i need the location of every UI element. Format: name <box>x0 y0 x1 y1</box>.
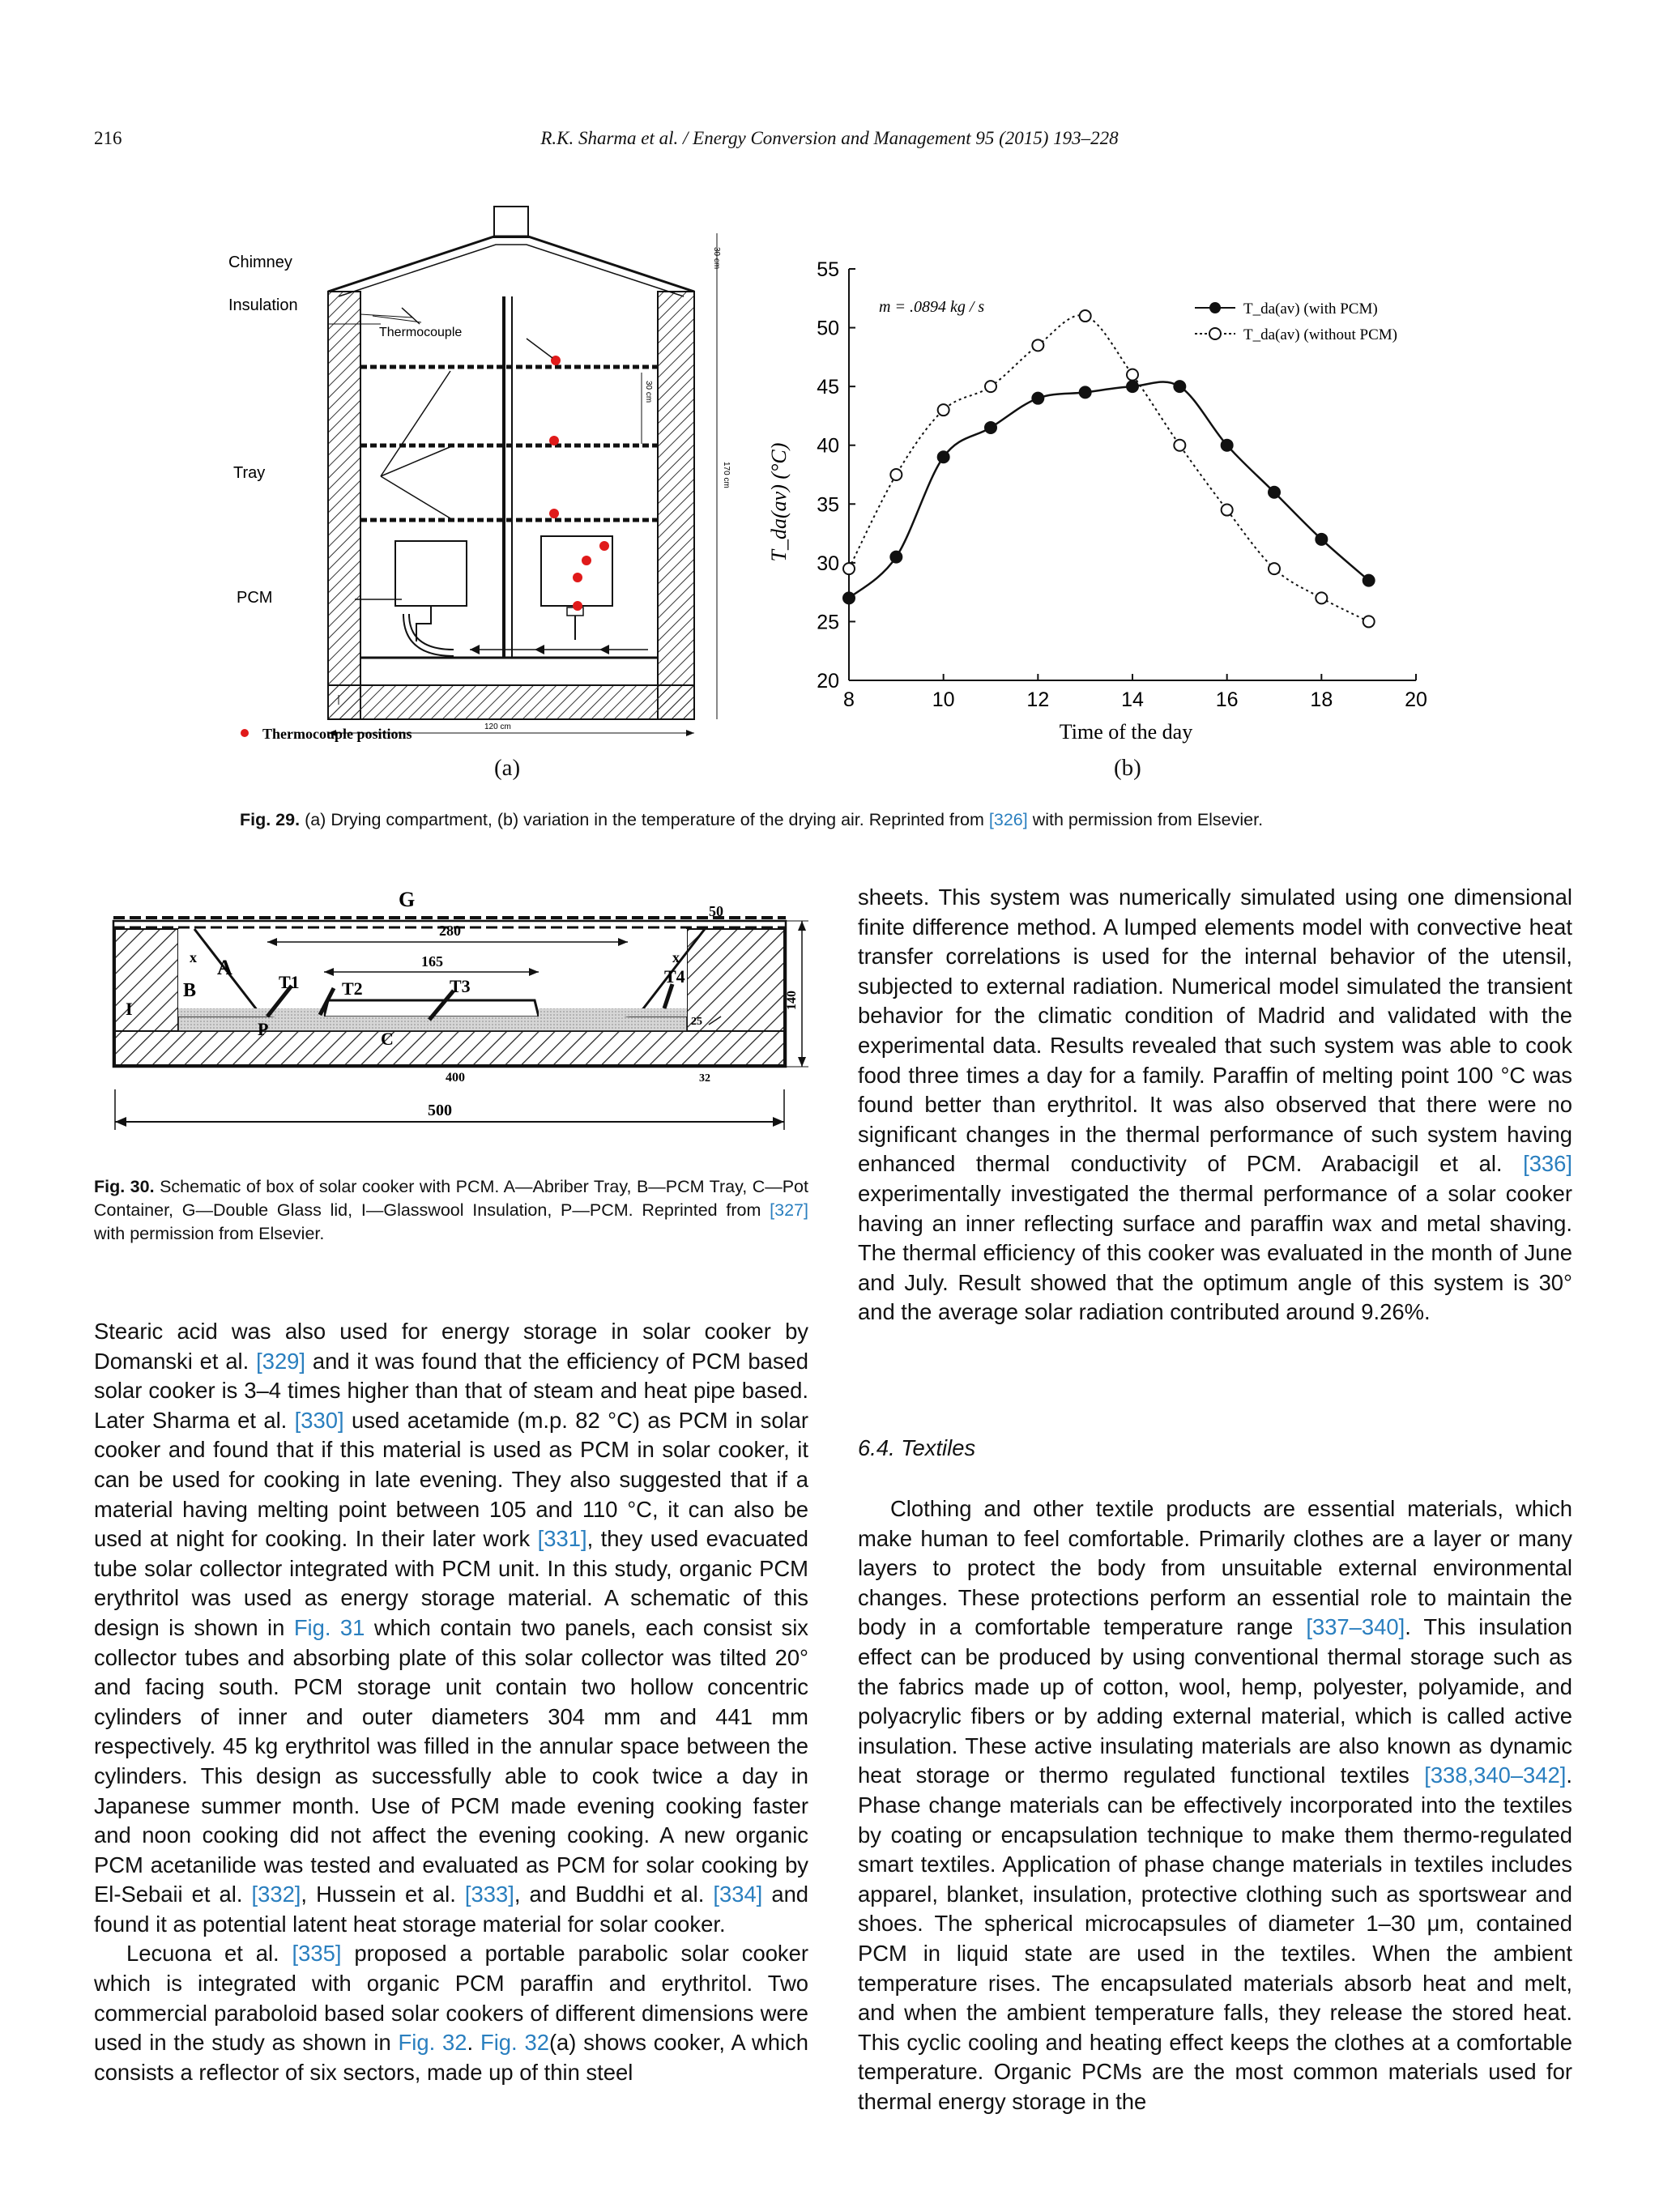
label-pcm: PCM <box>237 589 273 607</box>
data-point-without-pcm <box>1080 310 1091 322</box>
fig29-caption-end: with permission from Elsevier. <box>1027 810 1264 829</box>
ref-link[interactable]: [338,340–342] <box>1424 1762 1567 1788</box>
thermocouple-dot <box>551 356 561 365</box>
right-column <box>858 883 1572 1328</box>
ref-link[interactable]: [327] <box>770 1200 808 1220</box>
label-t3: T3 <box>450 976 471 996</box>
journal-header: R.K. Sharma et al. / Energy Conversion and Management 95 (2015) 193–228 <box>540 128 1119 148</box>
text-run: Stearic acid was also used for energy storage in solar cooker by Domanski et al. <box>94 1319 808 1374</box>
x-tick-label: 18 <box>1310 688 1333 711</box>
x-tick-label: 8 <box>843 688 855 711</box>
text-run: which contain two panels, each consist six collector tubes and absorbing plate of this solar collector was tilted 20° and facing south. PCM storage unit contain two hollow concentric cylinders of inner and outer diameters 304 mm and 441 mm respectively. 45 kg erythritol was filled in the annular space between the cylinders. This design as successfully able to cook twice a day in Japanese summer month. Use of PCM made evening cooking faster and noon cooking did not affect the evening cooking. A new organic PCM acetanilide was tested and evaluated as PCM for solar cooking by El-Sebaii et al. <box>94 1614 808 1907</box>
data-point-without-pcm <box>985 381 996 392</box>
paragraph <box>858 883 1572 1328</box>
thermocouple-dot <box>599 541 609 551</box>
data-point-without-pcm <box>1363 616 1375 627</box>
panel-a-label: (a) <box>494 755 521 781</box>
dim-165: 165 <box>421 953 443 970</box>
left-wall <box>328 292 360 719</box>
ref-link[interactable]: [326] <box>988 810 1028 829</box>
fig29-schematic <box>219 186 770 753</box>
fig29-label: Fig. 29. <box>240 810 301 829</box>
legend-marker-without-pcm <box>1209 328 1221 339</box>
legend-with-pcm: T_da(av) (with PCM) <box>1243 300 1378 318</box>
text-run: . Phase change materials can be effectively incorporated into the textiles by coating or encapsulation technique to make them thermo-regulated smart textiles. Application of phase change materials in textiles includes apparel, blanket, insulation, protective clothing such as sportswear and shoes. The spherical microcapsules of diameter 1–30 μm, contained PCM in liquid state are used in the textiles. When the ambient temperature rises. The encapsulated materials absorb heat and melt, and when the ambient temperature falls, they release the stored heat. This cyclic cooling and heating effect keeps the clothes at a comfortable temperature. Organic PCMs are the most common materials used for thermal energy storage in the <box>858 1762 1572 2114</box>
fig29-caption-text: (a) Drying compartment, (b) variation in the temperature of the drying air. Reprinted from <box>305 810 989 829</box>
data-point-with-pcm <box>985 422 996 433</box>
label-t2: T2 <box>342 978 363 999</box>
series-line-without-pcm <box>849 315 1369 621</box>
text-run: , and Buddhi et al. <box>514 1882 714 1907</box>
dim-shelf: 30 cm <box>644 381 653 403</box>
data-point-with-pcm <box>1127 381 1138 392</box>
text-run: Lecuona et al. <box>126 1941 292 1967</box>
ref-link[interactable]: [336] <box>1523 1151 1572 1177</box>
dim-280: 280 <box>439 923 461 939</box>
label-chimney: Chimney <box>228 254 292 271</box>
pcm-box-left <box>395 541 467 606</box>
text-run: , Hussein et al. <box>301 1882 465 1907</box>
ref-link[interactable]: [334] <box>713 1882 763 1907</box>
dim-width: 120 cm <box>484 722 511 731</box>
text-run: experimentally investigated the thermal performance of a solar cooker having an inner reflecting surface and paraffin wax and metal shaving. The thermal efficiency of this cooker was evaluated in the month of June and July. Result showed that the optimum angle of this system is 30° and the average solar radiation contributed around 9.26%. <box>858 1180 1572 1325</box>
ref-link[interactable]: [330] <box>294 1407 344 1433</box>
text-run: used acetamide (m.p. 82 °C) as PCM in solar cooker and found that if this material is used as PCM in solar cooker, it can be used for cooking in late evening. They also suggested that if a material having melting point between 105 and 110 °C, it can also be used at night for cooking. In their later work <box>94 1407 808 1552</box>
fig30-caption <box>94 1175 808 1246</box>
data-point-without-pcm <box>890 469 902 480</box>
legend-without-pcm: T_da(av) (without PCM) <box>1243 326 1397 343</box>
label-g: G <box>399 888 416 911</box>
left-column <box>94 1317 808 2087</box>
legend-marker-with-pcm <box>1209 302 1221 313</box>
data-point-with-pcm <box>1316 534 1327 545</box>
y-tick-label: 30 <box>817 552 839 575</box>
data-point-with-pcm <box>1080 386 1091 398</box>
paragraph <box>94 1939 808 2087</box>
data-point-with-pcm <box>1363 575 1375 586</box>
page-number: 216 <box>94 128 122 148</box>
text-run: . This insulation effect can be produced by using conventional thermal storage such as the fabrics made up of cotton, wool, hemp, polyester, polyamide, and polyacrylic fibers or by adding external material, which is called active insulation. These active insulating materials are also known as dynamic heat storage or thermo regulated functional textiles <box>858 1614 1572 1788</box>
right-column-lower <box>858 1494 1572 2116</box>
x-tick-label: 12 <box>1026 688 1050 711</box>
paragraph <box>94 1317 808 1939</box>
data-point-without-pcm <box>1316 592 1327 603</box>
text-run: , they used evacuated tube solar collector integrated with PCM unit. In this study, organic PCM erythritol was used as energy storage material. A schematic of this design is shown in <box>94 1526 808 1640</box>
y-tick-label: 40 <box>817 434 839 458</box>
label-tray: Tray <box>233 464 266 482</box>
panel-b-label: (b) <box>1114 755 1141 781</box>
label-b: B <box>183 980 197 1001</box>
floor <box>328 685 694 719</box>
data-point-with-pcm <box>1174 381 1185 392</box>
fig-link[interactable]: Fig. 31 <box>293 1614 365 1640</box>
text-run: proposed a portable parabolic solar cooker which is integrated with organic PCM paraffin and erythritol. Two commercial paraboloid based solar cookers of different dimensions were used in the study as shown in <box>94 1941 808 2056</box>
label-x2: x <box>672 949 680 965</box>
data-point-with-pcm <box>1032 393 1043 404</box>
ref-link[interactable]: [332] <box>251 1882 301 1907</box>
dim-height: 170 cm <box>722 462 731 488</box>
dim-32: 32 <box>699 1072 710 1085</box>
data-point-with-pcm <box>938 451 949 462</box>
dim-25: 25 <box>691 1016 702 1028</box>
dim-140: 140 <box>785 991 799 1010</box>
text-run: sheets. This system was numerically simulated using one dimensional finite difference method. A lumped elements model with convective heat transfer correlations is used for the internal behavior of the utensil, subjected to external radiation. Numerical model simulated the transient behavior for the climatic condition of Madrid and validated with the experimental data. Results revealed that such system was able to cook food three times a day for a family. Paraffin of melting point 100 °C was found better than erythritol. It was also observed that there were no significant changes in the thermal performance of such system having enhanced thermal conductivity of PCM. Arabacigil et al. <box>858 884 1572 1177</box>
text-run: and it was found that the efficiency of PCM based solar cooker is 3–4 times higher than that of steam and heat pipe based. Later Sharma et al. <box>94 1348 808 1433</box>
fig-link[interactable]: Fig. 32 <box>398 2030 467 2056</box>
label-t1: T1 <box>279 972 300 992</box>
data-point-without-pcm <box>1127 369 1138 381</box>
x-tick-label: 20 <box>1405 688 1427 711</box>
legend-thermocouple-positions: Thermocouple positions <box>262 726 412 742</box>
label-i: I <box>126 999 133 1019</box>
fig30-schematic <box>105 887 810 1162</box>
y-tick-label: 55 <box>817 258 839 281</box>
data-point-without-pcm <box>1269 563 1280 574</box>
y-tick-label: 20 <box>817 670 839 693</box>
ref-link[interactable]: [333] <box>464 1882 514 1907</box>
thermocouple-dot <box>549 436 559 445</box>
data-point-with-pcm <box>1269 487 1280 498</box>
label-insulation: Insulation <box>228 296 298 314</box>
x-tick-label: 10 <box>932 688 955 711</box>
y-tick-label: 50 <box>817 317 839 340</box>
fig30-caption-text: Schematic of box of solar cooker with PCM. A—Abriber Tray, B—PCM Tray, C—Pot Container, G—Double Glass lid, I—Glasswool Insulation, P—PCM. Reprinted from <box>94 1177 808 1220</box>
text-run: and found it as potential latent heat storage material for solar cooker. <box>94 1882 809 1937</box>
thermocouple-dot <box>549 509 559 518</box>
data-point-without-pcm <box>938 404 949 416</box>
ref-link[interactable]: [337–340] <box>1306 1614 1405 1640</box>
y-tick-label: 45 <box>817 376 839 399</box>
text-run: Clothing and other textile products are essential materials, which make human to feel comfortable. Primarily clothes are a layer or many layers to protect the body from unsuitable external environmental changes. These protections perform an essential role to maintain the body in a comfortable temperature range <box>858 1496 1572 1640</box>
text-run: (a) shows cooker, A which consists a reflector of six sectors, made up of thin steel <box>94 2030 808 2085</box>
section-title: 6.4. Textiles <box>858 1435 976 1460</box>
data-point-without-pcm <box>1032 339 1043 351</box>
text-run: . <box>467 2030 480 2056</box>
label-t4: T4 <box>664 966 685 987</box>
chart-xlabel: Time of the day <box>1059 720 1193 744</box>
ref-link[interactable]: [329] <box>256 1348 306 1374</box>
label-thermocouple: Thermocouple <box>379 326 463 339</box>
chart-annotation: m = .0894 kg / s <box>879 298 985 316</box>
dim-500: 500 <box>428 1102 452 1119</box>
dim-400: 400 <box>446 1071 465 1085</box>
data-point-without-pcm <box>1222 505 1233 516</box>
paragraph <box>858 1494 1572 2116</box>
ref-link[interactable]: [335] <box>292 1941 342 1967</box>
data-point-without-pcm <box>843 563 855 574</box>
x-tick-label: 16 <box>1215 688 1239 711</box>
x-tick-label: 14 <box>1121 688 1144 711</box>
dim-top: 30 cm <box>712 247 721 270</box>
ref-link[interactable]: [331] <box>537 1526 587 1552</box>
y-tick-label: 25 <box>817 611 839 634</box>
chart-ylabel: T_da(av) (°C) <box>767 442 791 562</box>
thermocouple-dot <box>582 556 591 565</box>
right-wall <box>658 292 694 719</box>
y-tick-label: 35 <box>817 493 839 517</box>
label-c: C <box>381 1029 394 1049</box>
thermocouple-dot <box>573 601 582 611</box>
fig29-chart <box>761 251 1450 753</box>
thermocouple-dot <box>573 573 582 582</box>
data-point-with-pcm <box>843 592 855 603</box>
data-point-with-pcm <box>890 552 902 563</box>
label-p: P <box>258 1019 269 1039</box>
fig-link[interactable]: Fig. 32 <box>480 2030 549 2056</box>
data-point-with-pcm <box>1222 440 1233 451</box>
series-line-with-pcm <box>849 381 1369 598</box>
legend-dot <box>241 729 249 737</box>
label-a: A <box>217 956 232 979</box>
fig30-label: Fig. 30. <box>94 1177 155 1196</box>
label-x1: x <box>190 949 197 965</box>
dim-50: 50 <box>709 903 723 919</box>
chimney-shape <box>494 207 528 237</box>
fig30-caption-end: with permission from Elsevier. <box>94 1224 325 1243</box>
data-point-without-pcm <box>1174 440 1185 451</box>
fig29-caption <box>240 808 1439 832</box>
